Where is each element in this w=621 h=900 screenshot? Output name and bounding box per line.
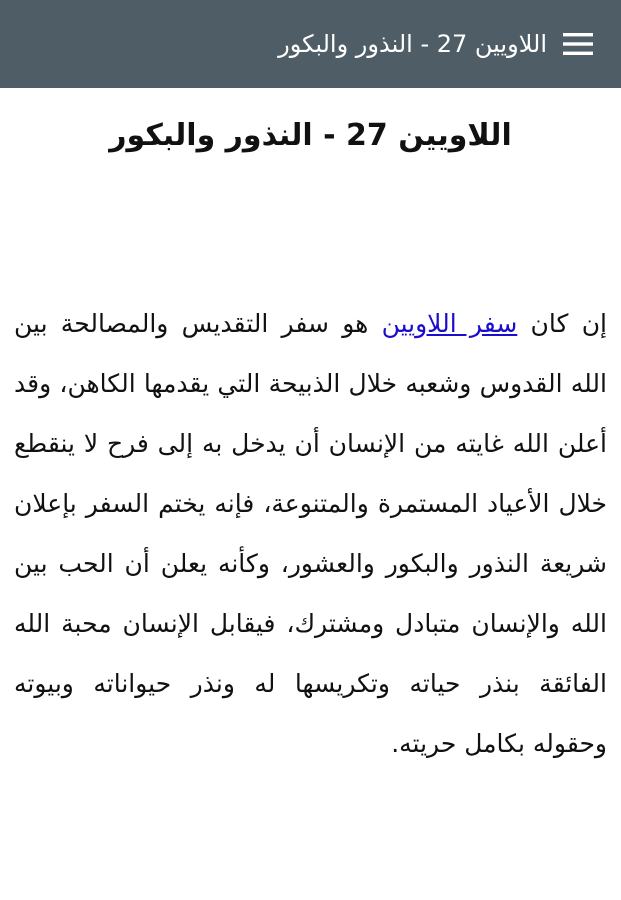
article-text-after-link: هو سفر التقديس والمصالحة بين الله القدوس وشعبه خلال الذبيحة التي يقدمها الكاهن، وقد أعلن الله غايته من الإنسان أن يدخل به إلى فرح لا ينقطع خلال الأعياد المستمرة والمتنوعة، فإنه يختم السفر بإعلان شريعة النذور والبكور والعشور، وكأنه يعلن أن الحب بين الله والإنسان متبادل ومشترك، فيقابل الإنسان محبة الله الفائقة بنذر حياته وتكريسها له ونذر حيواناته وبيوته وحقوله بكامل حريته. (14, 309, 607, 758)
app-bar (0, 0, 621, 88)
hamburger-menu-icon (563, 33, 593, 55)
leviticus-book-link[interactable]: سفر اللاويين (381, 309, 518, 338)
article-paragraph (14, 294, 607, 774)
app-bar-title: اللاويين 27 - النذور والبكور (278, 30, 547, 58)
content-area[interactable] (0, 88, 621, 900)
menu-button[interactable] (547, 0, 609, 88)
article-text-before-link: إن كان (517, 309, 607, 338)
page-title: اللاويين 27 - النذور والبكور (109, 118, 512, 153)
